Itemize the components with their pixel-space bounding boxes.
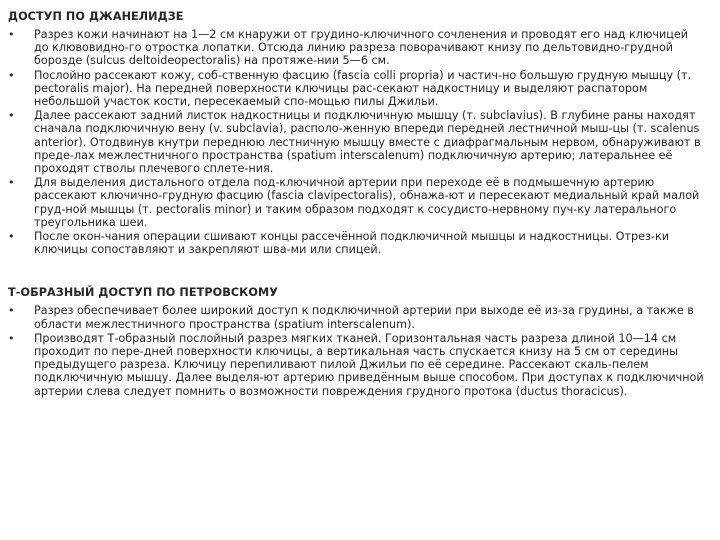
- bullet-list-petrovsky: [8, 304, 704, 397]
- bullet-icon: •: [8, 109, 15, 123]
- bullet-icon: •: [8, 28, 15, 41]
- list-item: [8, 109, 704, 175]
- list-item-text: Разрез кожи начинают на 1—2 см кнаружи от грудино-ключичного сочленения и проводят его над ключицей до клювовидно-го отростка лопатки. Отсюда линию разреза поворачивают книзу по дельтовидно-грудной борозде (sulcus deltoideopectoralis) на протяже-нии 5—6 см.: [34, 28, 689, 68]
- list-item: [8, 176, 704, 229]
- list-item-text: После окон-чания операции сшивают концы рассечённой подключичной мышцы и надкостницы. Отрез-ки ключицы сопоставляют и закрепляют шва-ми или спицей.: [34, 230, 669, 257]
- list-item: [8, 332, 704, 398]
- section-heading-petrovsky: Т-ОБРАЗНЫЙ ДОСТУП ПО ПЕТРОВСКОМУ: [8, 286, 278, 300]
- bullet-icon: •: [8, 176, 15, 190]
- list-item-text: Разрез обеспечивает более широкий доступ к подключичной артерии при выходе её из-за грудины, а также в области межлестничного пространства (spatium interscalenum).: [34, 304, 694, 331]
- list-item: [8, 230, 704, 256]
- bullet-list-dzhanelidze: [8, 28, 704, 256]
- list-item: [8, 69, 704, 109]
- bullet-icon: •: [8, 331, 15, 345]
- list-item-text: Далее рассекают задний листок надкостницы и подключичную мышцу (т. subclavius). В глубине раны находят сначала подключичную вену (v. subclavia), располо-женную впереди передней лестничной мыш-цы (т. scalenus anterior). Отодвинув кнутри переднюю лестничную мышцу вместе с диафрагмальным нервом, обнаруживают в преде-лах межлестничного пространства (spatium interscalenum) подключичную артерию; латеральнее её проходят стволы плечевого сплете-ния.: [34, 109, 701, 176]
- list-item: [8, 304, 704, 330]
- section-heading-dzhanelidze: ДОСТУП ПО ДЖАНЕЛИДЗЕ: [8, 10, 184, 23]
- list-item-text: Производят Т-образный послойный разрез мягких тканей. Горизонтальная часть разреза длиной 10—14 см проходит по пере-дней поверхности ключицы, а вертикальная часть спускается книзу на 5 см от середины предыдущего разреза. Ключицу перепиливают пилой Джильи по её середине. Рассекают скаль-пелем подключичную мышцу. Далее выделя-ют артерию приведённым выше способом. При доступах к подключичной артерии слева следует помнить о возможности повреждения грудного протока (ductus thoracicus).: [34, 331, 704, 398]
- bullet-icon: •: [8, 230, 15, 244]
- list-item-text: Для выделения дистального отдела под-ключичной артерии при переходе её в подмышечную артерию рассекают ключично-грудную фасцию (fascia clavipectoralis), обнажа-ют и пересекают медиальный край малой груд-ной мышцы (т. pectoralis minor) и таким образом подходят к сосудисто-нервному пуч-ку латерального треугольника шеи.: [34, 176, 700, 229]
- bullet-icon: •: [8, 68, 15, 82]
- list-item: [8, 28, 704, 68]
- bullet-icon: •: [8, 304, 15, 318]
- list-item-text: Послойно рассекают кожу, соб-ственную фасцию (fascia colli propria) и частич-но большую грудную мышцу (т. pectoralis major). На передней поверхности ключицы рас-секают надкостницу и выделяют распатором небольшой участок кости, пересекаемый спо-мощью пилы Джильи.: [34, 68, 692, 109]
